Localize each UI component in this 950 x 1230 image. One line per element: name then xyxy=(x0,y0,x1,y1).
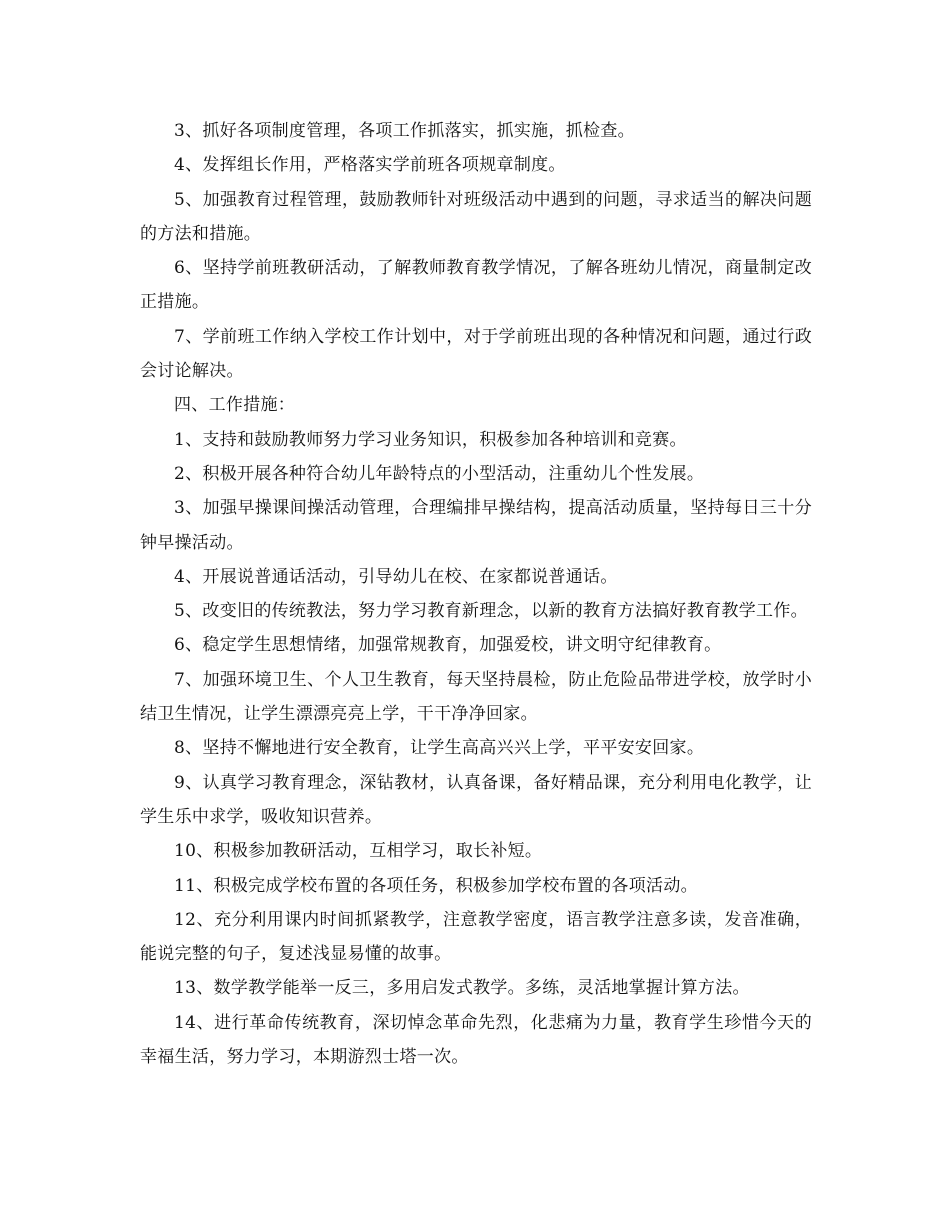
paragraph: 10、积极参加教研活动，互相学习，取长补短。 xyxy=(174,841,543,862)
paragraph: 6、坚持学前班教研活动，了解教师教育教学情况，了解各班幼儿情况，商量制定改正措施。 xyxy=(140,258,812,313)
paragraph: 1、支持和鼓励教师努力学习业务知识，积极参加各种培训和竞赛。 xyxy=(174,429,687,450)
section-heading: 四、工作措施： xyxy=(174,395,296,416)
paragraph: 14、进行革命传统教育，深切悼念革命先烈，化悲痛为力量，教育学生珍惜今天的幸福生活，努力学习，本期游烈士塔一次。 xyxy=(140,1012,812,1068)
paragraph: 9、认真学习教育理念，深钻教材，认真备课，备好精品课，充分利用电化教学，让学生乐中求学，吸收知识营养。 xyxy=(140,772,812,827)
paragraph: 7、加强环境卫生、个人卫生教育，每天坚持晨检，防止危险品带进学校，放学时小结卫生情况，让学生漂漂亮亮上学，干干净净回家。 xyxy=(140,669,812,725)
paragraph: 3、抓好各项制度管理，各项工作抓落实，抓实施，抓检查。 xyxy=(174,121,635,141)
paragraph: 8、坚持不懈地进行安全教育，让学生高高兴兴上学，平平安安回家。 xyxy=(174,738,705,759)
document-body xyxy=(140,114,812,1074)
paragraph: 4、开展说普通话活动，引导幼儿在校、在家都说普通话。 xyxy=(174,566,618,587)
paragraph: 2、积极开展各种符合幼儿年龄特点的小型活动，注重幼儿个性发展。 xyxy=(174,463,705,484)
paragraph: 6、稳定学生思想情绪，加强常规教育，加强爱校，讲文明守纪律教育。 xyxy=(174,635,722,656)
paragraph: 7、学前班工作纳入学校工作计划中，对于学前班出现的各种情况和问题，通过行政会讨论解决。 xyxy=(140,326,812,382)
paragraph: 13、数学教学能举一反三，多用启发式教学。多练，灵活地掌握计算方法。 xyxy=(174,978,750,999)
paragraph: 5、加强教育过程管理，鼓励教师针对班级活动中遇到的问题，寻求适当的解决问题的方法和措施。 xyxy=(140,189,812,244)
paragraph: 11、积极完成学校布置的各项任务，积极参加学校布置的各项活动。 xyxy=(174,875,698,896)
paragraph: 4、发挥组长作用，严格落实学前班各项规章制度。 xyxy=(174,155,566,176)
paragraph: 5、改变旧的传统教法，努力学习教育新理念，以新的教育方法搞好教育教学工作。 xyxy=(174,601,808,622)
paragraph: 3、加强早操课间操活动管理，合理编排早操结构，提高活动质量，坚持每日三十分钟早操活动。 xyxy=(140,498,812,553)
paragraph: 12、充分利用课内时间抓紧教学，注意教学密度，语言教学注意多读，发音准确，能说完整的句子，复述浅显易懂的故事。 xyxy=(140,909,812,965)
